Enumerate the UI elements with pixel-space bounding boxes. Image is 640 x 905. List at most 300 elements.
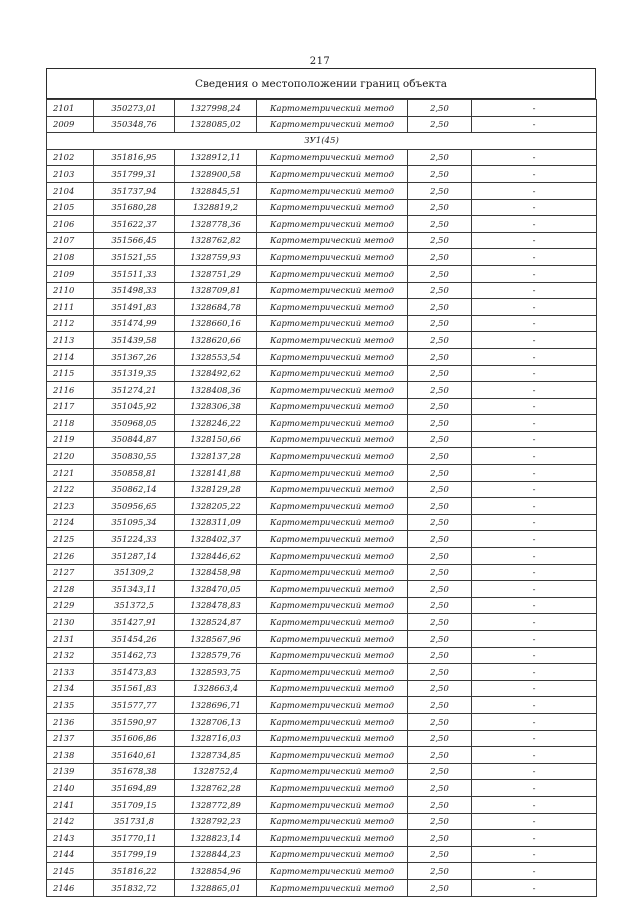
point-number-cell: 2114 bbox=[47, 348, 94, 365]
coordinates-table bbox=[46, 99, 597, 897]
y-coordinate-cell: 1328696,71 bbox=[175, 697, 257, 714]
accuracy-cell: 2,50 bbox=[408, 232, 472, 249]
note-cell: - bbox=[472, 398, 597, 415]
point-number-cell: 2112 bbox=[47, 315, 94, 332]
y-coordinate-cell: 1328792,23 bbox=[175, 813, 257, 830]
x-coordinate-cell: 351577,77 bbox=[94, 697, 175, 714]
method-cell: Картометрический метод bbox=[257, 166, 408, 183]
method-cell: Картометрический метод bbox=[257, 614, 408, 631]
y-coordinate-cell: 1327998,24 bbox=[175, 100, 257, 117]
accuracy-cell: 2,50 bbox=[408, 664, 472, 681]
y-coordinate-cell: 1328845,51 bbox=[175, 182, 257, 199]
point-number-cell: 2131 bbox=[47, 631, 94, 648]
point-number-cell: 2120 bbox=[47, 448, 94, 465]
accuracy-cell: 2,50 bbox=[408, 514, 472, 531]
method-cell: Картометрический метод bbox=[257, 514, 408, 531]
y-coordinate-cell: 1328567,96 bbox=[175, 631, 257, 648]
point-number-cell: 2104 bbox=[47, 182, 94, 199]
x-coordinate-cell: 351640,61 bbox=[94, 747, 175, 764]
point-number-cell: 2127 bbox=[47, 564, 94, 581]
method-cell: Картометрический метод bbox=[257, 448, 408, 465]
point-number-cell: 2115 bbox=[47, 365, 94, 382]
note-cell: - bbox=[472, 730, 597, 747]
x-coordinate-cell: 350956,65 bbox=[94, 498, 175, 515]
x-coordinate-cell: 351622,37 bbox=[94, 216, 175, 233]
note-cell: - bbox=[472, 647, 597, 664]
x-coordinate-cell: 351561,83 bbox=[94, 680, 175, 697]
accuracy-cell: 2,50 bbox=[408, 763, 472, 780]
y-coordinate-cell: 1328470,05 bbox=[175, 581, 257, 598]
point-number-cell: 2142 bbox=[47, 813, 94, 830]
accuracy-cell: 2,50 bbox=[408, 796, 472, 813]
accuracy-cell: 2,50 bbox=[408, 863, 472, 880]
table-row bbox=[47, 299, 597, 316]
table-row bbox=[47, 614, 597, 631]
x-coordinate-cell: 351737,94 bbox=[94, 182, 175, 199]
table-row bbox=[47, 514, 597, 531]
note-cell: - bbox=[472, 581, 597, 598]
y-coordinate-cell: 1328709,81 bbox=[175, 282, 257, 299]
method-cell: Картометрический метод bbox=[257, 879, 408, 896]
method-cell: Картометрический метод bbox=[257, 249, 408, 266]
method-cell: Картометрический метод bbox=[257, 813, 408, 830]
x-coordinate-cell: 351590,97 bbox=[94, 713, 175, 730]
note-cell: - bbox=[472, 481, 597, 498]
x-coordinate-cell: 351287,14 bbox=[94, 548, 175, 565]
method-cell: Картометрический метод bbox=[257, 382, 408, 399]
table-row bbox=[47, 315, 597, 332]
method-cell: Картометрический метод bbox=[257, 100, 408, 117]
method-cell: Картометрический метод bbox=[257, 232, 408, 249]
x-coordinate-cell: 351511,33 bbox=[94, 265, 175, 282]
point-number-cell: 2107 bbox=[47, 232, 94, 249]
table-row bbox=[47, 680, 597, 697]
accuracy-cell: 2,50 bbox=[408, 116, 472, 133]
method-cell: Картометрический метод bbox=[257, 846, 408, 863]
x-coordinate-cell: 351454,26 bbox=[94, 631, 175, 648]
accuracy-cell: 2,50 bbox=[408, 879, 472, 896]
table-row bbox=[47, 879, 597, 896]
note-cell: - bbox=[472, 448, 597, 465]
accuracy-cell: 2,50 bbox=[408, 846, 472, 863]
table-row bbox=[47, 465, 597, 482]
method-cell: Картометрический метод bbox=[257, 763, 408, 780]
method-cell: Картометрический метод bbox=[257, 265, 408, 282]
point-number-cell: 2101 bbox=[47, 100, 94, 117]
y-coordinate-cell: 1328751,29 bbox=[175, 265, 257, 282]
table-row bbox=[47, 232, 597, 249]
table-row bbox=[47, 166, 597, 183]
x-coordinate-cell: 351680,28 bbox=[94, 199, 175, 216]
point-number-cell: 2124 bbox=[47, 514, 94, 531]
table-row bbox=[47, 265, 597, 282]
note-cell: - bbox=[472, 597, 597, 614]
x-coordinate-cell: 351309,2 bbox=[94, 564, 175, 581]
table-row bbox=[47, 747, 597, 764]
note-cell: - bbox=[472, 216, 597, 233]
note-cell: - bbox=[472, 631, 597, 648]
method-cell: Картометрический метод bbox=[257, 631, 408, 648]
accuracy-cell: 2,50 bbox=[408, 149, 472, 166]
y-coordinate-cell: 1328311,09 bbox=[175, 514, 257, 531]
x-coordinate-cell: 351439,58 bbox=[94, 332, 175, 349]
accuracy-cell: 2,50 bbox=[408, 299, 472, 316]
accuracy-cell: 2,50 bbox=[408, 498, 472, 515]
accuracy-cell: 2,50 bbox=[408, 265, 472, 282]
note-cell: - bbox=[472, 564, 597, 581]
method-cell: Картометрический метод bbox=[257, 680, 408, 697]
accuracy-cell: 2,50 bbox=[408, 182, 472, 199]
y-coordinate-cell: 1328819,2 bbox=[175, 199, 257, 216]
y-coordinate-cell: 1328205,22 bbox=[175, 498, 257, 515]
accuracy-cell: 2,50 bbox=[408, 680, 472, 697]
y-coordinate-cell: 1328778,36 bbox=[175, 216, 257, 233]
x-coordinate-cell: 350968,05 bbox=[94, 415, 175, 432]
table-heading: Сведения о местоположении границ объекта bbox=[46, 68, 596, 99]
note-cell: - bbox=[472, 149, 597, 166]
section-label: ЗУ1(45) bbox=[47, 133, 597, 150]
y-coordinate-cell: 1328762,28 bbox=[175, 780, 257, 797]
y-coordinate-cell: 1328900,58 bbox=[175, 166, 257, 183]
x-coordinate-cell: 351367,26 bbox=[94, 348, 175, 365]
method-cell: Картометрический метод bbox=[257, 830, 408, 847]
y-coordinate-cell: 1328085,02 bbox=[175, 116, 257, 133]
y-coordinate-cell: 1328823,14 bbox=[175, 830, 257, 847]
point-number-cell: 2102 bbox=[47, 149, 94, 166]
table-row bbox=[47, 581, 597, 598]
accuracy-cell: 2,50 bbox=[408, 465, 472, 482]
x-coordinate-cell: 351224,33 bbox=[94, 531, 175, 548]
note-cell: - bbox=[472, 697, 597, 714]
note-cell: - bbox=[472, 382, 597, 399]
method-cell: Картометрический метод bbox=[257, 498, 408, 515]
y-coordinate-cell: 1328553,54 bbox=[175, 348, 257, 365]
accuracy-cell: 2,50 bbox=[408, 249, 472, 266]
note-cell: - bbox=[472, 199, 597, 216]
accuracy-cell: 2,50 bbox=[408, 365, 472, 382]
note-cell: - bbox=[472, 498, 597, 515]
point-number-cell: 2128 bbox=[47, 581, 94, 598]
note-cell: - bbox=[472, 514, 597, 531]
accuracy-cell: 2,50 bbox=[408, 713, 472, 730]
accuracy-cell: 2,50 bbox=[408, 166, 472, 183]
note-cell: - bbox=[472, 332, 597, 349]
note-cell: - bbox=[472, 763, 597, 780]
point-number-cell: 2145 bbox=[47, 863, 94, 880]
accuracy-cell: 2,50 bbox=[408, 282, 472, 299]
note-cell: - bbox=[472, 166, 597, 183]
accuracy-cell: 2,50 bbox=[408, 780, 472, 797]
x-coordinate-cell: 351799,31 bbox=[94, 166, 175, 183]
note-cell: - bbox=[472, 813, 597, 830]
note-cell: - bbox=[472, 614, 597, 631]
point-number-cell: 2110 bbox=[47, 282, 94, 299]
point-number-cell: 2121 bbox=[47, 465, 94, 482]
x-coordinate-cell: 351045,92 bbox=[94, 398, 175, 415]
method-cell: Картометрический метод bbox=[257, 664, 408, 681]
point-number-cell: 2105 bbox=[47, 199, 94, 216]
y-coordinate-cell: 1328402,37 bbox=[175, 531, 257, 548]
note-cell: - bbox=[472, 747, 597, 764]
x-coordinate-cell: 351498,33 bbox=[94, 282, 175, 299]
y-coordinate-cell: 1328458,98 bbox=[175, 564, 257, 581]
method-cell: Картометрический метод bbox=[257, 149, 408, 166]
point-number-cell: 2118 bbox=[47, 415, 94, 432]
point-number-cell: 2126 bbox=[47, 548, 94, 565]
table-row bbox=[47, 713, 597, 730]
accuracy-cell: 2,50 bbox=[408, 415, 472, 432]
x-coordinate-cell: 351606,86 bbox=[94, 730, 175, 747]
note-cell: - bbox=[472, 465, 597, 482]
note-cell: - bbox=[472, 100, 597, 117]
table-row bbox=[47, 697, 597, 714]
method-cell: Картометрический метод bbox=[257, 697, 408, 714]
point-number-cell: 2132 bbox=[47, 647, 94, 664]
y-coordinate-cell: 1328716,03 bbox=[175, 730, 257, 747]
y-coordinate-cell: 1328844,23 bbox=[175, 846, 257, 863]
table-row bbox=[47, 796, 597, 813]
y-coordinate-cell: 1328752,4 bbox=[175, 763, 257, 780]
x-coordinate-cell: 351799,19 bbox=[94, 846, 175, 863]
table-row bbox=[47, 448, 597, 465]
table-row bbox=[47, 664, 597, 681]
method-cell: Картометрический метод bbox=[257, 465, 408, 482]
note-cell: - bbox=[472, 265, 597, 282]
x-coordinate-cell: 351832,72 bbox=[94, 879, 175, 896]
table-row bbox=[47, 597, 597, 614]
method-cell: Картометрический метод bbox=[257, 863, 408, 880]
table-row bbox=[47, 249, 597, 266]
accuracy-cell: 2,50 bbox=[408, 481, 472, 498]
x-coordinate-cell: 351709,15 bbox=[94, 796, 175, 813]
method-cell: Картометрический метод bbox=[257, 365, 408, 382]
section-row bbox=[47, 133, 597, 150]
method-cell: Картометрический метод bbox=[257, 182, 408, 199]
note-cell: - bbox=[472, 713, 597, 730]
y-coordinate-cell: 1328492,62 bbox=[175, 365, 257, 382]
method-cell: Картометрический метод bbox=[257, 332, 408, 349]
point-number-cell: 2108 bbox=[47, 249, 94, 266]
point-number-cell: 2103 bbox=[47, 166, 94, 183]
point-number-cell: 2129 bbox=[47, 597, 94, 614]
method-cell: Картометрический метод bbox=[257, 780, 408, 797]
method-cell: Картометрический метод bbox=[257, 730, 408, 747]
x-coordinate-cell: 351694,89 bbox=[94, 780, 175, 797]
method-cell: Картометрический метод bbox=[257, 116, 408, 133]
table-row bbox=[47, 348, 597, 365]
method-cell: Картометрический метод bbox=[257, 199, 408, 216]
y-coordinate-cell: 1328734,85 bbox=[175, 747, 257, 764]
accuracy-cell: 2,50 bbox=[408, 531, 472, 548]
table-row bbox=[47, 531, 597, 548]
point-number-cell: 2123 bbox=[47, 498, 94, 515]
y-coordinate-cell: 1328663,4 bbox=[175, 680, 257, 697]
y-coordinate-cell: 1328579,76 bbox=[175, 647, 257, 664]
accuracy-cell: 2,50 bbox=[408, 548, 472, 565]
method-cell: Картометрический метод bbox=[257, 531, 408, 548]
note-cell: - bbox=[472, 116, 597, 133]
y-coordinate-cell: 1328684,78 bbox=[175, 299, 257, 316]
y-coordinate-cell: 1328772,89 bbox=[175, 796, 257, 813]
coordinates-table-body bbox=[47, 100, 597, 897]
accuracy-cell: 2,50 bbox=[408, 730, 472, 747]
point-number-cell: 2139 bbox=[47, 763, 94, 780]
table-row bbox=[47, 631, 597, 648]
note-cell: - bbox=[472, 249, 597, 266]
table-row bbox=[47, 365, 597, 382]
table-row bbox=[47, 830, 597, 847]
y-coordinate-cell: 1328620,66 bbox=[175, 332, 257, 349]
point-number-cell: 2141 bbox=[47, 796, 94, 813]
page-number: 217 bbox=[309, 56, 331, 67]
method-cell: Картометрический метод bbox=[257, 398, 408, 415]
table-row bbox=[47, 431, 597, 448]
point-number-cell: 2119 bbox=[47, 431, 94, 448]
table-row bbox=[47, 382, 597, 399]
x-coordinate-cell: 350844,87 bbox=[94, 431, 175, 448]
method-cell: Картометрический метод bbox=[257, 481, 408, 498]
method-cell: Картометрический метод bbox=[257, 315, 408, 332]
accuracy-cell: 2,50 bbox=[408, 597, 472, 614]
y-coordinate-cell: 1328478,83 bbox=[175, 597, 257, 614]
y-coordinate-cell: 1328446,62 bbox=[175, 548, 257, 565]
y-coordinate-cell: 1328129,28 bbox=[175, 481, 257, 498]
accuracy-cell: 2,50 bbox=[408, 431, 472, 448]
y-coordinate-cell: 1328408,36 bbox=[175, 382, 257, 399]
method-cell: Картометрический метод bbox=[257, 747, 408, 764]
x-coordinate-cell: 351816,95 bbox=[94, 149, 175, 166]
point-number-cell: 2130 bbox=[47, 614, 94, 631]
point-number-cell: 2133 bbox=[47, 664, 94, 681]
x-coordinate-cell: 351474,99 bbox=[94, 315, 175, 332]
point-number-cell: 2143 bbox=[47, 830, 94, 847]
table-row bbox=[47, 149, 597, 166]
method-cell: Картометрический метод bbox=[257, 216, 408, 233]
x-coordinate-cell: 350273,01 bbox=[94, 100, 175, 117]
x-coordinate-cell: 351462,73 bbox=[94, 647, 175, 664]
y-coordinate-cell: 1328137,28 bbox=[175, 448, 257, 465]
method-cell: Картометрический метод bbox=[257, 431, 408, 448]
note-cell: - bbox=[472, 680, 597, 697]
point-number-cell: 2144 bbox=[47, 846, 94, 863]
note-cell: - bbox=[472, 299, 597, 316]
x-coordinate-cell: 351319,35 bbox=[94, 365, 175, 382]
method-cell: Картометрический метод bbox=[257, 796, 408, 813]
point-number-cell: 2138 bbox=[47, 747, 94, 764]
point-number-cell: 2140 bbox=[47, 780, 94, 797]
x-coordinate-cell: 351274,21 bbox=[94, 382, 175, 399]
note-cell: - bbox=[472, 830, 597, 847]
point-number-cell: 2125 bbox=[47, 531, 94, 548]
table-row bbox=[47, 100, 597, 117]
point-number-cell: 2113 bbox=[47, 332, 94, 349]
note-cell: - bbox=[472, 282, 597, 299]
point-number-cell: 2117 bbox=[47, 398, 94, 415]
accuracy-cell: 2,50 bbox=[408, 830, 472, 847]
accuracy-cell: 2,50 bbox=[408, 382, 472, 399]
note-cell: - bbox=[472, 664, 597, 681]
accuracy-cell: 2,50 bbox=[408, 564, 472, 581]
method-cell: Картометрический метод bbox=[257, 415, 408, 432]
table-row bbox=[47, 548, 597, 565]
point-number-cell: 2106 bbox=[47, 216, 94, 233]
x-coordinate-cell: 351427,91 bbox=[94, 614, 175, 631]
x-coordinate-cell: 350348,76 bbox=[94, 116, 175, 133]
x-coordinate-cell: 350862,14 bbox=[94, 481, 175, 498]
accuracy-cell: 2,50 bbox=[408, 647, 472, 664]
y-coordinate-cell: 1328865,01 bbox=[175, 879, 257, 896]
accuracy-cell: 2,50 bbox=[408, 697, 472, 714]
note-cell: - bbox=[472, 315, 597, 332]
x-coordinate-cell: 351770,11 bbox=[94, 830, 175, 847]
note-cell: - bbox=[472, 863, 597, 880]
method-cell: Картометрический метод bbox=[257, 713, 408, 730]
accuracy-cell: 2,50 bbox=[408, 332, 472, 349]
point-number-cell: 2146 bbox=[47, 879, 94, 896]
table-row bbox=[47, 863, 597, 880]
x-coordinate-cell: 350858,81 bbox=[94, 465, 175, 482]
y-coordinate-cell: 1328854,96 bbox=[175, 863, 257, 880]
y-coordinate-cell: 1328524,87 bbox=[175, 614, 257, 631]
x-coordinate-cell: 351343,11 bbox=[94, 581, 175, 598]
point-number-cell: 2122 bbox=[47, 481, 94, 498]
x-coordinate-cell: 351816,22 bbox=[94, 863, 175, 880]
y-coordinate-cell: 1328150,66 bbox=[175, 431, 257, 448]
table-row bbox=[47, 780, 597, 797]
y-coordinate-cell: 1328141,88 bbox=[175, 465, 257, 482]
method-cell: Картометрический метод bbox=[257, 299, 408, 316]
y-coordinate-cell: 1328759,93 bbox=[175, 249, 257, 266]
point-number-cell: 2137 bbox=[47, 730, 94, 747]
note-cell: - bbox=[472, 879, 597, 896]
method-cell: Картометрический метод bbox=[257, 348, 408, 365]
note-cell: - bbox=[472, 780, 597, 797]
x-coordinate-cell: 351521,55 bbox=[94, 249, 175, 266]
point-number-cell: 2136 bbox=[47, 713, 94, 730]
table-row bbox=[47, 116, 597, 133]
table-row bbox=[47, 730, 597, 747]
table-row bbox=[47, 415, 597, 432]
x-coordinate-cell: 351566,45 bbox=[94, 232, 175, 249]
accuracy-cell: 2,50 bbox=[408, 100, 472, 117]
table-row bbox=[47, 763, 597, 780]
note-cell: - bbox=[472, 846, 597, 863]
accuracy-cell: 2,50 bbox=[408, 315, 472, 332]
accuracy-cell: 2,50 bbox=[408, 348, 472, 365]
table-row bbox=[47, 846, 597, 863]
note-cell: - bbox=[472, 548, 597, 565]
table-row bbox=[47, 564, 597, 581]
x-coordinate-cell: 351731,8 bbox=[94, 813, 175, 830]
point-number-cell: 2134 bbox=[47, 680, 94, 697]
note-cell: - bbox=[472, 415, 597, 432]
note-cell: - bbox=[472, 531, 597, 548]
x-coordinate-cell: 351473,83 bbox=[94, 664, 175, 681]
table-row bbox=[47, 282, 597, 299]
x-coordinate-cell: 351491,83 bbox=[94, 299, 175, 316]
accuracy-cell: 2,50 bbox=[408, 614, 472, 631]
y-coordinate-cell: 1328306,38 bbox=[175, 398, 257, 415]
note-cell: - bbox=[472, 365, 597, 382]
note-cell: - bbox=[472, 431, 597, 448]
x-coordinate-cell: 351095,34 bbox=[94, 514, 175, 531]
table-row bbox=[47, 813, 597, 830]
y-coordinate-cell: 1328660,16 bbox=[175, 315, 257, 332]
point-number-cell: 2009 bbox=[47, 116, 94, 133]
accuracy-cell: 2,50 bbox=[408, 448, 472, 465]
x-coordinate-cell: 350830,55 bbox=[94, 448, 175, 465]
accuracy-cell: 2,50 bbox=[408, 398, 472, 415]
